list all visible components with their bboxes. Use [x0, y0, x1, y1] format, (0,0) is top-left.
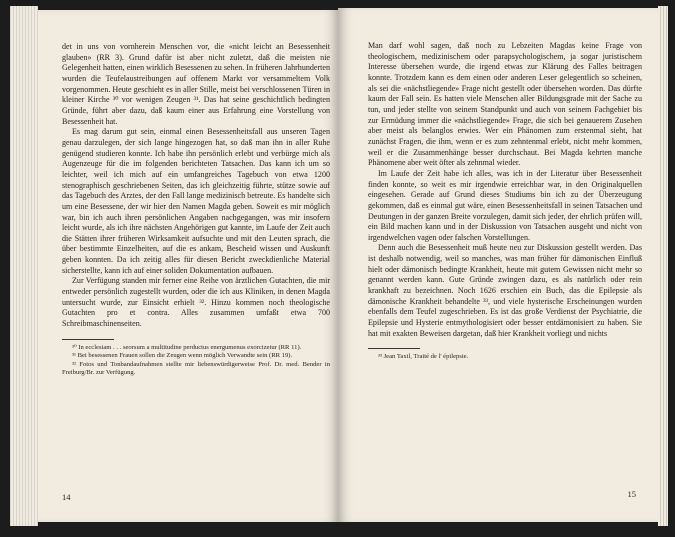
right-text-column: [368, 41, 642, 362]
footnote: ³² Fotos und Tonbandaufnahmen stellte mir liebenswürdigerweise Prof. Dr. med. Bender in Freiburg/Br. zur Verfügung.: [62, 360, 330, 376]
paragraph: Im Laufe der Zeit habe ich alles, was ich in der Literatur über Besessenheit finden konnte, so weit es mir irgendwie erreichbar war, in den Originalquellen eingesehen. Gerade auf Grund dieses Studiums bin ich zu der Überzeugung gekommen, daß es einmal gut wäre, einen Besessenheitsfall in seinen Tatsachen und Deutungen in der ganzen Breite vorzulegen, damit sich jeder, der ehrlich prüfen will, ein Bild machen kann und in der Diskussion von Tatsachen ausgeht und nicht von irgendwelchen vagen oder falschen Vorstellungen.: [368, 168, 642, 242]
paragraph: det in uns von vornherein Menschen vor, die «nicht leicht an Besessenheit glauben» (RR 3). Grund dafür ist aber nicht zuletzt, daß die meisten nie Gelegenheit hatten, einen wirklich Besessenen zu sehen. In früheren Jahrhunderten wurden die Teufelaustreibungen auf offenem Markt vor versammeltem Volk vorgenommen. Heute geschieht es in aller Stille, meist bei verschlossenen Türen in kleiner Kirche ³⁰ vor wenigen Zeugen ³¹. Das hat seine geschichtlich bedingten Gründe, führt aber dazu, daß kaum einer aus Erfahrung eine Vorstellung von Besessenheit hat.: [62, 42, 330, 126]
footnote-rule: [368, 348, 420, 349]
paragraph: Es mag darum gut sein, einmal einen Besessenheitsfall aus unseren Tagen genau darzulegen, der sich lange hingezogen hat, so daß man ihn in aller Ruhe genügend studieren konnte. Ich habe ihn persönlich erlebt und verbürge mich als Augenzeuge für die im folgenden berichteten Tatsachen. Das kann ich um so leichter, weil ich mich auf ein umfangreiches Tagebuch von etwa 1200 stenographisch geschriebenen Seiten, das ich gleichzeitig führte, stütze sowie auf das Tagebuch des Arztes, der den Fall lange medizinisch betreute. Es handelte sich um eine Besessene, der wir hier den Namen Magda geben. Soweit es mir möglich war, bin ich auch ihren persönlichen Angaben nachgegangen, was mir insofern leicht wurde, als ich ihre nächsten Angehörigen gut kannte, im Laufe der Zeit auch die Stätten ihrer früheren Wirksamkeit aufsuchte und mit den Leuten sprach, die über bestimmte Einzelheiten, auf die es ankam, Bescheid wissen und Auskunft geben konnten. Da ich zeitig alles für diesen Bericht zweckdienliche Material sicherstellte, kann ich auf einer soliden Dokumentation aufbauen.: [62, 127, 330, 275]
right-page: [338, 8, 658, 522]
footnote: ³¹ Bei besessenen Frauen sollen die Zeugen wenn möglich Verwandte sein (RR 19).: [72, 352, 293, 360]
left-page: [38, 10, 338, 522]
page-number: 15: [627, 489, 636, 499]
footnote: ³³ Jean Taxil, Traité de l' épilepsie.: [378, 353, 469, 361]
paragraph: Zur Verfügung standen mir ferner eine Reihe von ärztlichen Gutachten, die mir entweder persönlich zugestellt wurden, oder die ich aus Kliniken, in denen Magda untersucht wurde, zur Einsicht erhielt ³². Hinzu kommen noch theologische Gutachten pro et contra. Alles zusammen umfaßt etwa 700 Schreibmaschinenseiten.: [62, 276, 330, 329]
page-edges-right: [658, 6, 668, 526]
page-number: 14: [62, 492, 71, 502]
left-text-column: [62, 42, 330, 377]
footnote: ³⁰ In ecclesiam . . . seorsum a multitudine perductus energumenus exorcizetur (RR 11).: [72, 343, 302, 351]
paragraph: Denn auch die Besessenheit muß heute neu zur Diskussion gestellt werden. Das ist deshalb notwendig, weil so manches, was man früher für dämonischen Einfluß hielt oder dämonisch bedingte Krankheit, heute mit gutem Gewissen nicht mehr so genannt werden kann. Gute Gründe zwingen dazu, es als natürlich oder rein krankhaft zu bezeichnen. Noch 1626 erschien ein Buch, das die Epilepsie als dämonische Krankheit behandelte ³³, und viele hysterische Erscheinungen wurden ebenfalls dem Teufel zugeschrieben. Es ist das große Verdienst der Psychiatrie, die Epilepsie und Hysterie entmythologisiert oder besser entdämonisiert zu haben. Sie hat mit exakten Beweisen dargetan, daß hier Krankheit vorliegt und nichts: [368, 243, 642, 338]
footnote-rule: [62, 339, 114, 340]
page-edges-left: [10, 6, 38, 526]
paragraph: Man darf wohl sagen, daß noch zu Lebzeiten Magdas keine Frage von theologischem, medizinischem oder parapsychologischem, ja sogar juristischem Interesse übersehen wurde, die irgend etwas zur Klärung des Falles beitragen konnte. Trotzdem kann es dem einen oder anderen Leser gelegentlich so scheinen, als sei die «nächstliegende» Frage nicht gestellt oder übersehen worden. Das dürfte kaum der Fall sein. Es hatten viele Menschen aller Bildungsgrade mit der Sache zu tun, und jeder stellte von seinem Standpunkt und auch von seinem Fachgebiet bis zur Ermüdung immer die «nächstliegende» Frage, die sich bei genauerem Zusehen aber meist als belanglos erwies. Wer ein Phänomen zum erstenmal sieht, hat zunächst Fragen, die ihm, wenn er es zum zehntenmal erlebt, nicht mehr kommen, weil er die Zusammenhänge besser durchschaut. Bei Magda kehrten manche Phänomene aber weit öfter als zehnmal wieder.: [368, 41, 642, 168]
